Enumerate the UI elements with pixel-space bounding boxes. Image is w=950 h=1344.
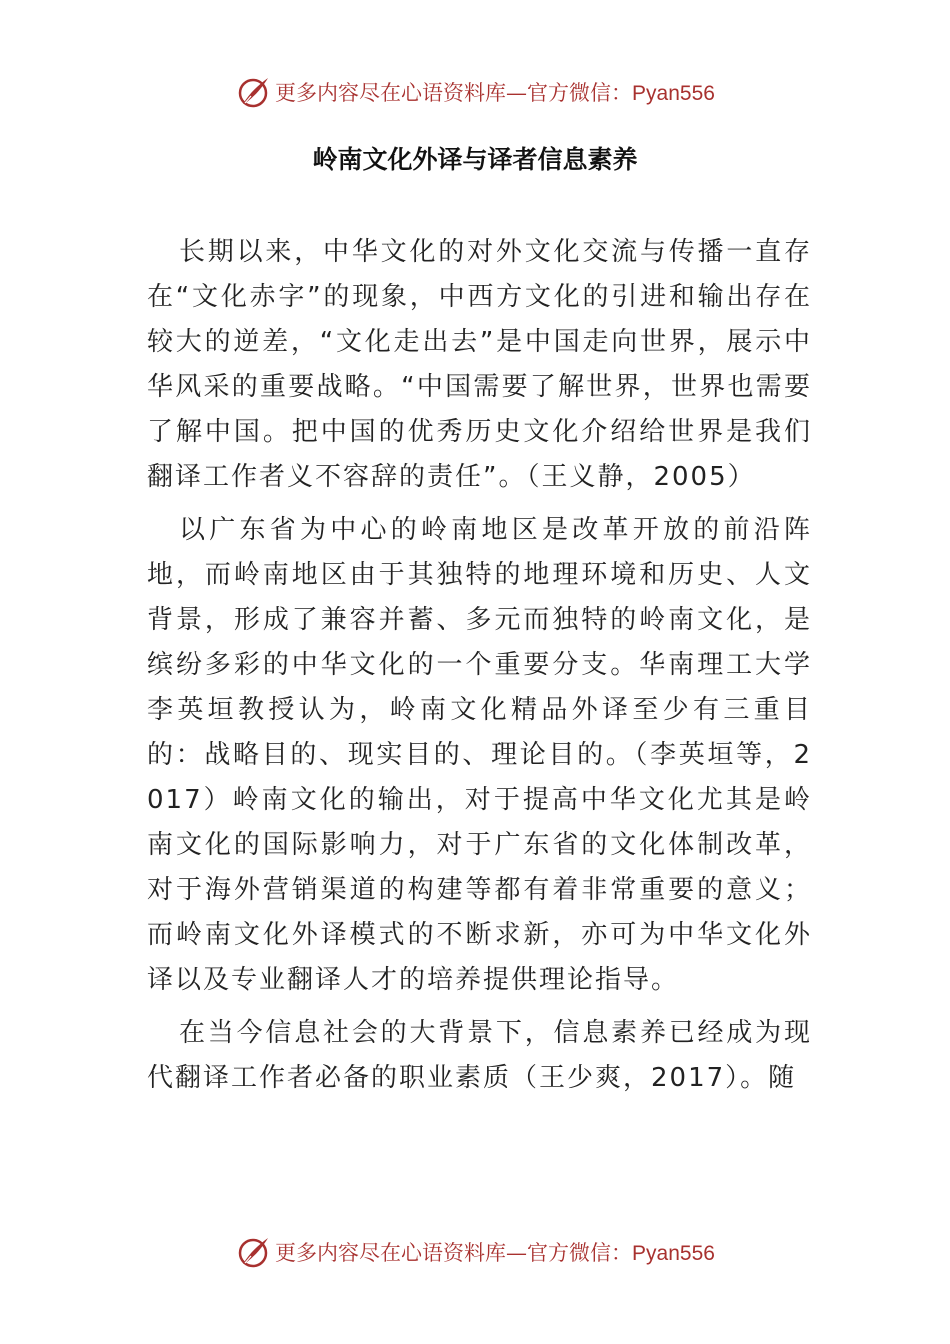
paragraph-2: 以广东省为中心的岭南地区是改革开放的前沿阵地，而岭南地区由于其独特的地理环境和历史、人文背景，形成了兼容并蓄、多元而独特的岭南文化，是缤纷多彩的中华文化的一个重要分支。华南理工大学李英垣教授认为，岭南文化精品外译至少有三重目的：战略目的、现实目的、理论目的。（李英垣等，2017）岭南文化的输出，对于提高中华文化尤其是岭南文化的国际影响力，对于广东省的文化体制改革，对于海外营销渠道的构建等都有着非常重要的意义；而岭南文化外译模式的不断求新，亦可为中华文化外译以及专业翻译人才的培养提供理论指导。 bbox=[147, 515, 812, 995]
banner-text bbox=[275, 1237, 715, 1267]
paragraph-1: 长期以来，中华文化的对外文化交流与传播一直存在“文化赤字”的现象，中西方文化的引进和输出存在较大的逆差，“文化走出去”是中国走向世界，展示中华风采的重要战略。“中国需要了解世界，世界也需要了解中国。把中国的优秀历史文化介绍给世界是我们翻译工作者义不容辞的责任”。（王义静，2005） bbox=[147, 237, 812, 492]
paragraph-3: 在当今信息社会的大背景下，信息素养已经成为现代翻译工作者必备的职业素质（王少爽，2017）。随 bbox=[147, 1018, 812, 1093]
quill-circle-logo-icon bbox=[235, 74, 271, 110]
banner-text bbox=[275, 77, 715, 107]
document-title: 岭南文化外译与译者信息素养 bbox=[312, 145, 638, 174]
banner-wechat-handle: Pyan556 bbox=[632, 1242, 715, 1265]
footer-banner bbox=[0, 1232, 950, 1272]
document-body bbox=[147, 230, 812, 1109]
quill-circle-logo-icon bbox=[235, 1234, 271, 1270]
banner-message: 更多内容尽在心语资料库—官方微信： bbox=[275, 81, 633, 105]
header-banner bbox=[0, 72, 950, 112]
banner-message: 更多内容尽在心语资料库—官方微信： bbox=[275, 1241, 633, 1265]
banner-wechat-handle: Pyan556 bbox=[632, 82, 715, 105]
